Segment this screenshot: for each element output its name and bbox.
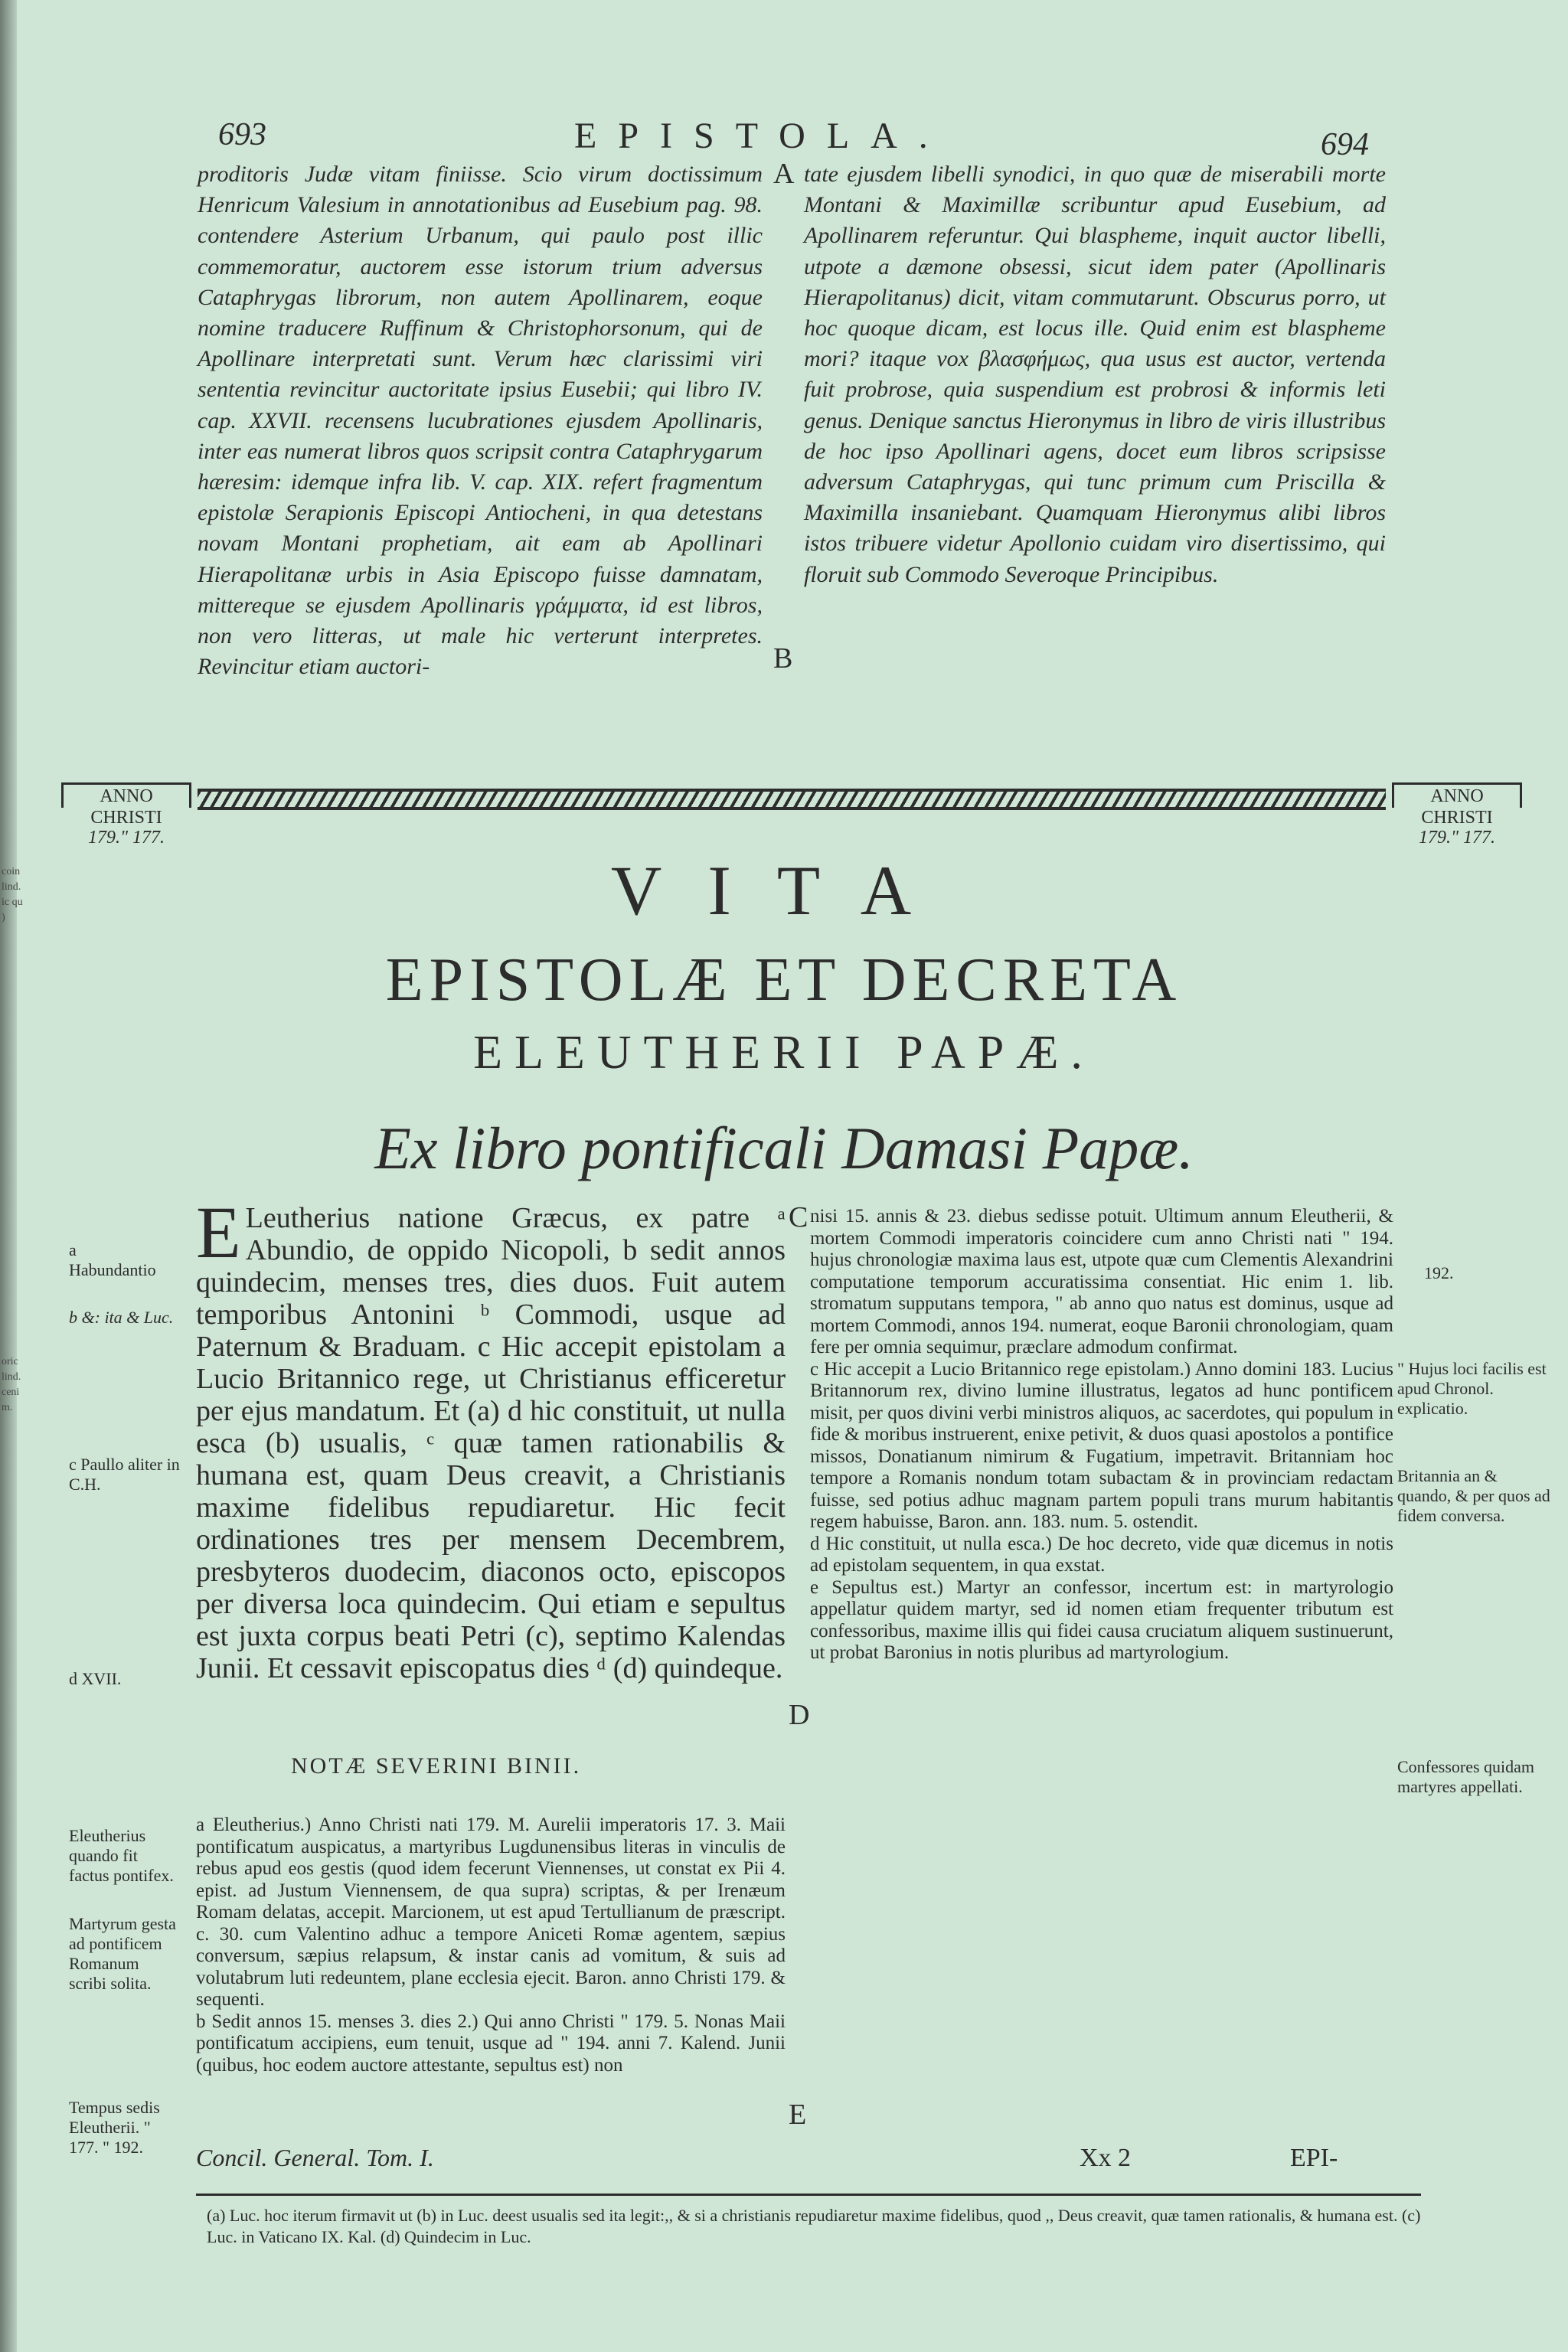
side-note-tempus: Tempus sedis Eleutherii. " 177. " 192. bbox=[69, 2098, 160, 2157]
anno-label: ANNO bbox=[100, 786, 153, 806]
catchword: EPI- bbox=[1290, 2144, 1338, 2172]
margin-fragment: oric bbox=[2, 1356, 18, 1367]
side-note-eleutherius: Eleutherius quando fit factus pontifex. bbox=[69, 1826, 174, 1885]
signature-mark: Xx 2 bbox=[1080, 2144, 1132, 2172]
title-epistolae: EPISTOLÆ ET DECRETA bbox=[385, 946, 1183, 1014]
column-marker-e: E bbox=[789, 2099, 807, 2131]
anno-label: ANNO bbox=[1430, 786, 1484, 806]
main-body: Leutherius natione Græcus, ex patre ᵃ Abundio, de oppido Nicopoli, b sedit annos quindecim, menses tres, dies duos. Fuit autem temporibus Antonini ᵇ Commodi, usque ad Paternum & Braduam. c Hic accepit epistolam a Lucio Britannico rege, ut Christianus efficeretur per ejus mandatum. Et (a) d hic constituit, ut nulla esca (b) usualis, ᶜ quæ tamen rationabilis & humana est, quam Deus creavit, a Christianis maxime fidelibus repudiaretur. Hic fecit ordinationes tres per mensem Decembrem, presbyteros duodecim, diaconos octo, episcopos per diversa loca quindecim. Qui etiam e sepultus est juxta corpus beati Petri (c), septimo Kalendas Junii. Et cessavit episcopatus dies ᵈ (d) quindeque. bbox=[196, 1202, 786, 1684]
margin-fragment: ) bbox=[2, 912, 5, 923]
column-marker-b: B bbox=[773, 642, 793, 675]
page-number-right: 694 bbox=[1321, 127, 1369, 162]
notes-right: nisi 15. annis & 23. diebus sedisse potuit. Ultimum annum Eleutherii, & mortem Commodi imperatoris coincidere cum anno Christi nati " 194. hujus chronologiæ maxima laus est, utpote quæ cum Clementis Alexandrini computatione temporum accuratissima consentiat. Hic enim 1. lib. stromatum supputans tempora, " ab anno quo natus est dominus, usque ad mortem Commodi, annos 194. numerat, eoque Baronii chronologiam, quam fere per omnia sequimur, præclare admodum confirmat. c Hic accepit a Lucio Britannico rege epistolam.) Anno domini 183. Lucius Britannorum rex, divino lumine illustratus, legatos ad hunc pontificem misit, per quos divini verbi ministros aliquos, ac sacerdotes, qui populum in fide & moribus instruerent, enixe petivit, & duos quasi apostolos a pontifice missos, Donatianum nimirum & Fugatium, impetravit. Britanniam hoc tempore a Romanis nondum totam subactam & in provinciam redactam fuisse, sed potius adhuc magnam partem populi trans murum habitantis regem habuisse, Baron. ann. 183. num. 5. ostendit. d Hic constituit, ut nulla esca.) De hoc decreto, vide quæ dicemus in notis ad epistolam sequentem, in qua exstat. e Sepultus est.) Martyr an confessor, incertum est: in martyrologio appellatur quidem martyr, sed id nomen etiam frequenter tributum est confessoribus, maxime illis qui fidei causa cruciatum aliquem sustinuerunt, ut probat Baronius in notis pluribus ad martyrologium. bbox=[810, 1206, 1393, 1663]
margin-fragment: coin bbox=[2, 866, 21, 877]
footnote-text: (a) Luc. hoc iterum firmavit ut (b) in Luc. deest usualis sed ita legit:,, & si a christianis repudiaretur maxime fidelibus, quod ,, Deus creavit, quæ tamen rationalis, & humana est. (c) Luc. in Vaticano IX. Kal. (d) Quindecim in Luc. bbox=[207, 2206, 1421, 2246]
notes-left: a Eleutherius.) Anno Christi nati 179. M. Aurelii imperatoris 17. 3. Maii pontificatum auspicatus, a martyribus Lugdunensibus literas in vinculis de rebus apud eos gestis (quod idem fecerunt Viennenses, ut constat ex Pii 4. epist. ad Justum Viennensem, de qua supra) scriptas, & per Irenæum Romam delatas, accepit. Marcionem, ut est apud Tertullianum de præscript. c. 30. cum Valentino adhuc a tempore Aniceti Romæ agentem, sæpius conversum, sæpius relapsum, & instar canis ad vomitum, & suis ad volutabrum luti redeuntem, plane ecclesia ejecit. Baron. anno Christi 179. & sequenti. b Sedit annos 15. menses 3. dies 2.) Qui anno Christi " 179. 5. Nonas Maii pontificatum accipiens, eum tenuit, usque ad " 194. anni 7. Kalend. Junii (quibus, hoc eodem auctore attestante, sepultus est) non bbox=[196, 1815, 786, 2076]
title-vita: VITA bbox=[610, 851, 958, 929]
notae-heading: NOTÆ SEVERINI BINII. bbox=[291, 1753, 582, 1779]
page-number-left: 693 bbox=[218, 117, 266, 152]
main-text bbox=[196, 1191, 786, 1684]
margin-fragment: lind. bbox=[2, 881, 21, 893]
margin-fragment: ic qu bbox=[2, 897, 23, 908]
anno-christi-box-right bbox=[1392, 782, 1522, 848]
top-right-column: tate ejusdem libelli synodici, in quo quæ de miserabili morte Montani & Maximillæ scribuntur apud Eusebium, ad Apollinarem referuntur. Qui blaspheme, inquit auctor libelli, utpote a dæmone obsessi, sicut idem pater (Apollinaris Hierapolitanus) dicit, vitam commutarunt. Obscurus porro, ut hoc quoque dicam, est locus ille. Quid enim est blaspheme mori? itaque vox βλασφήμως, qua usus est auctor, vertenda fuit probrose, quia suspendium est probrosi & informis leti genus. Denique sanctus Hieronymus in libro de viris illustribus de hoc ipso Apollinari agens, docet eum libros scripsisse adversum Cataphrygas, qui tunc primum cum Priscilla & Maximilla insaniebant. Quamquam Hieronymus alibi libros istos tribuere videtur Apollonio cuidam viro disertissimo, qui floruit sub Commodo Severoque Principibus. bbox=[804, 162, 1386, 587]
title-ex-libro: Ex libro pontificali Damasi Papæ. bbox=[374, 1115, 1194, 1181]
column-marker-d: D bbox=[789, 1699, 810, 1731]
footnote-rule bbox=[196, 2194, 1421, 2196]
drop-cap: E bbox=[196, 1191, 241, 1273]
ornamental-rule bbox=[198, 789, 1386, 810]
margin-fragment: lind. bbox=[2, 1371, 21, 1383]
anno-years: 179." 177. bbox=[87, 828, 165, 848]
christi-label: CHRISTI bbox=[90, 808, 162, 828]
anno-christi-box-left bbox=[61, 782, 191, 848]
side-note-d: d XVII. bbox=[69, 1669, 122, 1688]
title-eleutherii: ELEUTHERII PAPÆ. bbox=[473, 1027, 1095, 1079]
footer-concil: Concil. General. Tom. I. bbox=[196, 2144, 434, 2171]
side-note-martyrum: Martyrum gesta ad pontificem Romanum scribi solita. bbox=[69, 1914, 176, 1993]
side-note-c: c Paullo aliter in C.H. bbox=[69, 1455, 180, 1494]
anno-years: 179." 177. bbox=[1418, 828, 1496, 848]
running-title: EPISTOLA. bbox=[574, 116, 949, 156]
margin-fragment: m. bbox=[2, 1402, 13, 1413]
column-marker-c: C bbox=[789, 1201, 808, 1233]
christi-label: CHRISTI bbox=[1421, 808, 1493, 828]
margin-fragment: ceni bbox=[2, 1387, 20, 1398]
side-note-192: 192. bbox=[1424, 1263, 1454, 1282]
side-note-confessores: Confessores quidam martyres appellati. bbox=[1397, 1757, 1535, 1796]
side-note-b: b &: ita & Luc. bbox=[69, 1308, 174, 1327]
column-marker-a: A bbox=[773, 158, 795, 190]
top-left-column: proditoris Judæ vitam finiisse. Scio virum doctissimum Henricum Valesium in annotationibus ad Eusebium pag. 98. contendere Asterium Urbanum, qui paulo post illic commemoratur, auctorem esse istorum trium adversus Cataphrygas librorum, non autem Apollinarem, eoque nomine traducere Ruffinum & Christophorsonum, qui de Apollinare interpretati sunt. Verum hæc clarissimi viri sententia revincitur auctoritate ipsius Eusebii; qui libro IV. cap. XXVII. recensens lucubrationes ejusdem Apollinaris, inter eas numerat libros quos scripsit contra Cataphrygarum hæresim: idemque infra lib. V. cap. XIX. refert fragmentum epistolæ Serapionis Episcopi Antiocheni, in qua detestans novam Montani prophetiam, ait eam ab Apollinari Hierapolitanæ urbis in Asia Episcopo fuisse damnatam, mittereque se ejusdem Apollinaris γράμματα, id est libros, non vero litteras, ut male hic verterunt interpretes. Revincitur etiam auctori- bbox=[198, 162, 763, 680]
side-note-a: a Habundantio bbox=[69, 1240, 156, 1279]
side-note-hujus: " Hujus loci facilis est apud Chronol. explicatio. bbox=[1397, 1359, 1547, 1418]
side-note-britannia: Britannia an & quando, & per quos ad fidem conversa. bbox=[1397, 1466, 1550, 1525]
